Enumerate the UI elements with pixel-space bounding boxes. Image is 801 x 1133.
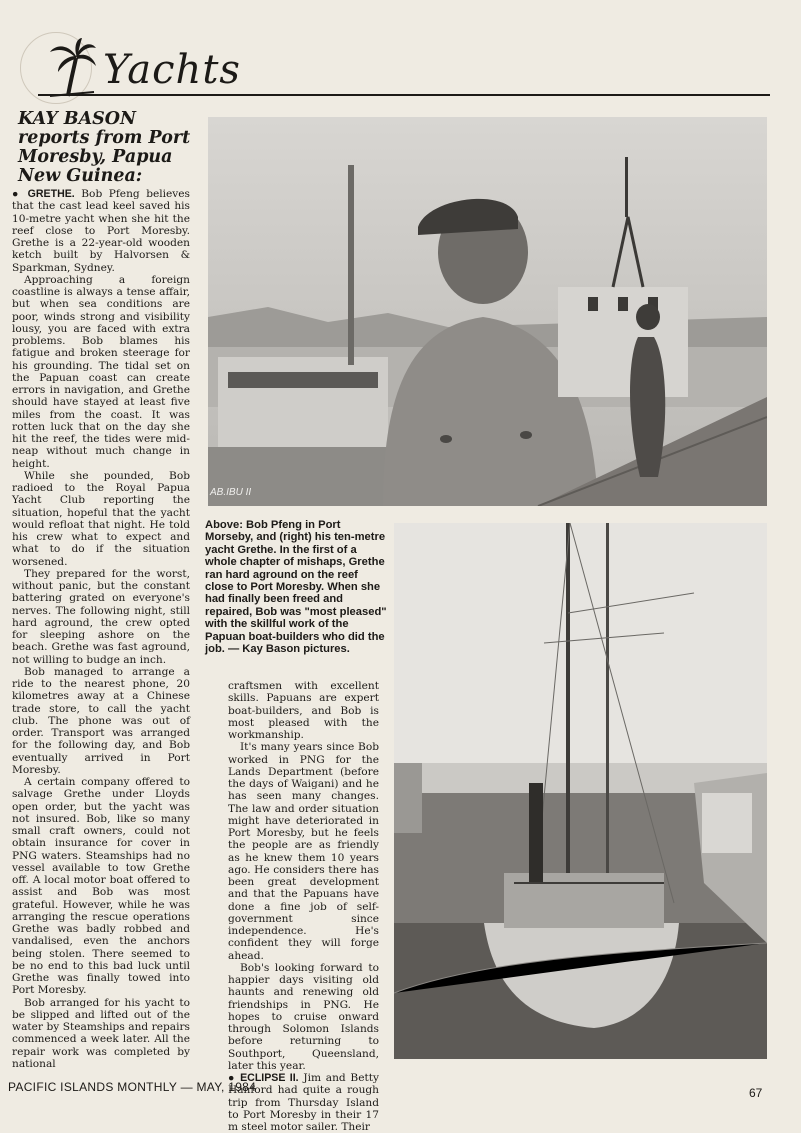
paragraph bbox=[228, 741, 379, 962]
paragraph-text: It's many years since Bob worked in PNG for the Lands Department (before the days of Waigani) and he has seen many changes. The law and order situation might have deteriorated in Port Moresby, but he feels the people are as friendly as he knew them 10 years ago. He considers there has been great development and that the Papuans have done a fine job of self-government since independence. He's confident they will forge ahead. bbox=[228, 741, 379, 962]
paragraph bbox=[12, 470, 190, 568]
palm-tree-icon bbox=[46, 38, 98, 98]
paragraph-text: Bob's looking forward to happier days visiting old haunts and renewing old friendships in PNG. He hopes to cruise onward through Solomon Islands before returning to Southport, Queensland, later this year. bbox=[228, 961, 379, 1072]
publication-footer: PACIFIC ISLANDS MONTHLY — MAY, 1984 bbox=[8, 1080, 257, 1094]
paragraph-text: Bob Pfeng believes that the cast lead keel saved his 10-metre yacht when she hit the reef close to Port Moresby. Grethe is a 22-year-old wooden ketch built by Halvorsen & Sparkman, Sydney. bbox=[12, 188, 190, 274]
section-title: Yachts bbox=[103, 47, 241, 93]
left-text-column bbox=[12, 188, 190, 1070]
paragraph-lead: ● GRETHE. bbox=[12, 188, 75, 200]
masthead-rule bbox=[38, 94, 770, 96]
paragraph bbox=[12, 997, 190, 1071]
paragraph-text: craftsmen with excellent skills. Papuans are expert boat-builders, and Bob is most pleased with the workmanship. bbox=[228, 680, 379, 741]
article-headline: KAY BASON reports from Port Moresby, Papua New Guinea: bbox=[18, 109, 191, 186]
paragraph-text: A certain company offered to salvage Grethe under Lloyds open order, but the yacht was not insured. Bob, like so many small craft owners, could not obtain insurance for cover in PNG waters. Steamships had no vessel available to tow Grethe off. A local motor boat offered to assist and Bob was most grateful. However, while he was arranging the rescue operations Grethe was badly robbed and vandalised, even the anchors being stolen. There seemed to be no end to this bad luck until Grethe was finally towed into Port Moresby. bbox=[12, 776, 190, 997]
paragraph bbox=[12, 666, 190, 776]
photo-yacht-grethe bbox=[394, 523, 767, 1059]
paragraph-text: Jim and Betty Hanford had quite a rough trip from Thursday Island to Port Moresby in their 17 m steel motor sailer. Their bbox=[228, 1072, 379, 1133]
paragraph bbox=[12, 776, 190, 997]
paragraph bbox=[228, 680, 379, 741]
paragraph-text: Bob arranged for his yacht to be slipped and lifted out of the water by Steamships and repairs commenced a week later. All the repair work was completed by national bbox=[12, 996, 190, 1070]
page-number: 67 bbox=[749, 1086, 763, 1100]
paragraph bbox=[12, 188, 190, 274]
middle-text-column bbox=[228, 680, 379, 1133]
hull-text: AB.IBU II bbox=[210, 487, 252, 498]
paragraph bbox=[12, 568, 190, 666]
paragraph-text: They prepared for the worst, without panic, but the constant battering grated on everyone's nerves. The following night, still hard aground, the crew opted for sleeping ashore on the beach. Grethe was fast aground, not willing to budge an inch. bbox=[12, 567, 190, 666]
paragraph-lead: ● ECLIPSE II. bbox=[228, 1072, 299, 1084]
paragraph bbox=[228, 962, 379, 1072]
paragraph bbox=[12, 274, 190, 470]
photo-caption: Above: Bob Pfeng in Port Morseby, and (right) his ten-metre yacht Grethe. In the first of a whole chapter of mishaps, Grethe ran hard aground on the reef close to Port Moresby. When she had finally been freed and repaired, Bob was "most pleased" with the skillful work of the Papuan boat-builders who did the job. — Kay Bason pictures. bbox=[205, 519, 387, 656]
photo-bob-pfeng bbox=[208, 117, 767, 506]
paragraph-text: Bob managed to arrange a ride to the nearest phone, 20 kilometres away at a Chinese trade store, to call the yacht club. The phone was out of order. Transport was arranged for the following day, and Bob eventually arrived in Port Moresby. bbox=[12, 665, 190, 776]
paragraph-text: Approaching a foreign coastline is always a tense affair, but when sea conditions are poor, winds strong and visibility lousy, you are faced with extra problems. Bob blames his fatigue and broken steerage for his grounding. The tidal set on the Papuan coast can create errors in navigation, and Grethe should have stayed at least five miles from the coast. It was rotten luck that on the day she hit the reef, the tides were mid-neap without much change in height. bbox=[12, 273, 190, 470]
paragraph-text: While she pounded, Bob radioed to the Royal Papua Yacht Club reporting the situation, hopeful that the yacht would refloat that night. He told his crew what to expect and what to do if the situation worsened. bbox=[12, 469, 190, 568]
